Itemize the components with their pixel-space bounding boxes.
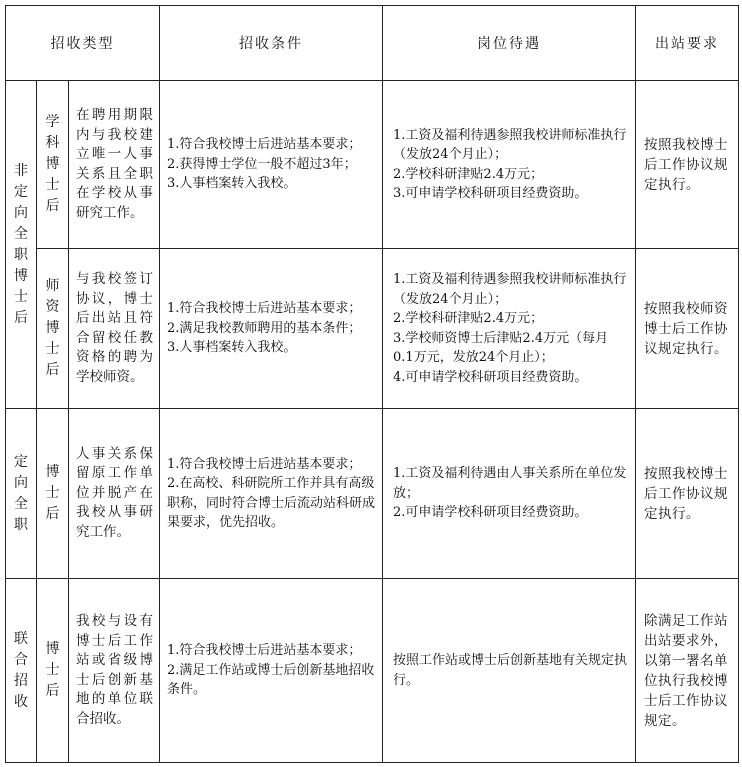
group-label-joint: 联合招收 [6,579,37,763]
recruitment-table [5,5,739,763]
group-label-directed: 定向全职 [6,409,37,579]
type-description: 我校与设有博士后工作站或省级博士后创新基地的单位联合招收。 [69,579,160,763]
benefits-cell: 按照工作站或博士后创新基地有关规定执行。 [383,579,636,763]
type-description: 与我校签订协议，博士后出站且符合留校任教资格的聘为学校师资。 [69,249,160,409]
table-row [6,409,739,579]
exit-cell: 按照我校博士后工作协议规定执行。 [636,81,739,249]
header-exit: 出站要求 [636,6,739,81]
type-description: 在聘用期限内与我校建立唯一人事关系且全职在学校从事研究工作。 [69,81,160,249]
exit-cell: 按照我校师资博士后工作协议规定执行。 [636,249,739,409]
table-row [6,81,739,249]
type-description: 人事关系保留原工作单位并脱产在我校从事研究工作。 [69,409,160,579]
header-type: 招收类型 [6,6,160,81]
group-label-non-directed: 非定向全职博士后 [6,81,37,409]
benefits-cell: 1.工资及福利待遇参照我校讲师标准执行（发放24个月止）； 2.学校科研津贴2.4万元； 3.可申请学校科研项目经费资助。 [383,81,636,249]
exit-cell: 除满足工作站出站要求外，以第一署名单位执行我校博士后工作协议规定。 [636,579,739,763]
conditions-cell: 1.符合我校博士后进站基本要求； 2.满足工作站或博士后创新基地招收条件。 [160,579,383,763]
type-label: 学科博士后 [37,81,69,249]
conditions-cell: 1.符合我校博士后进站基本要求； 2.获得博士学位一般不超过3年； 3.人事档案转入我校。 [160,81,383,249]
type-label: 博士后 [37,579,69,763]
header-row [6,6,739,81]
header-conditions: 招收条件 [160,6,383,81]
exit-cell: 按照我校博士后工作协议规定执行。 [636,409,739,579]
table-row [6,249,739,409]
type-label: 博士后 [37,409,69,579]
conditions-cell: 1.符合我校博士后进站基本要求； 2.在高校、科研院所工作并具有高级职称，同时符合博士后流动站科研成果要求，优先招收。 [160,409,383,579]
benefits-cell: 1.工资及福利待遇由人事关系所在单位发放； 2.可申请学校科研项目经费资助。 [383,409,636,579]
table-row [6,579,739,763]
type-label: 师资博士后 [37,249,69,409]
header-benefits: 岗位待遇 [383,6,636,81]
conditions-cell: 1.符合我校博士后进站基本要求； 2.满足我校教师聘用的基本条件； 3.人事档案转入我校。 [160,249,383,409]
benefits-cell: 1.工资及福利待遇参照我校讲师标准执行（发放24个月止）； 2.学校科研津贴2.4万元； 3.学校师资博士后津贴2.4万元（每月0.1万元，发放24个月止）； 4.可申请学校科研项目经费资助。 [383,249,636,409]
